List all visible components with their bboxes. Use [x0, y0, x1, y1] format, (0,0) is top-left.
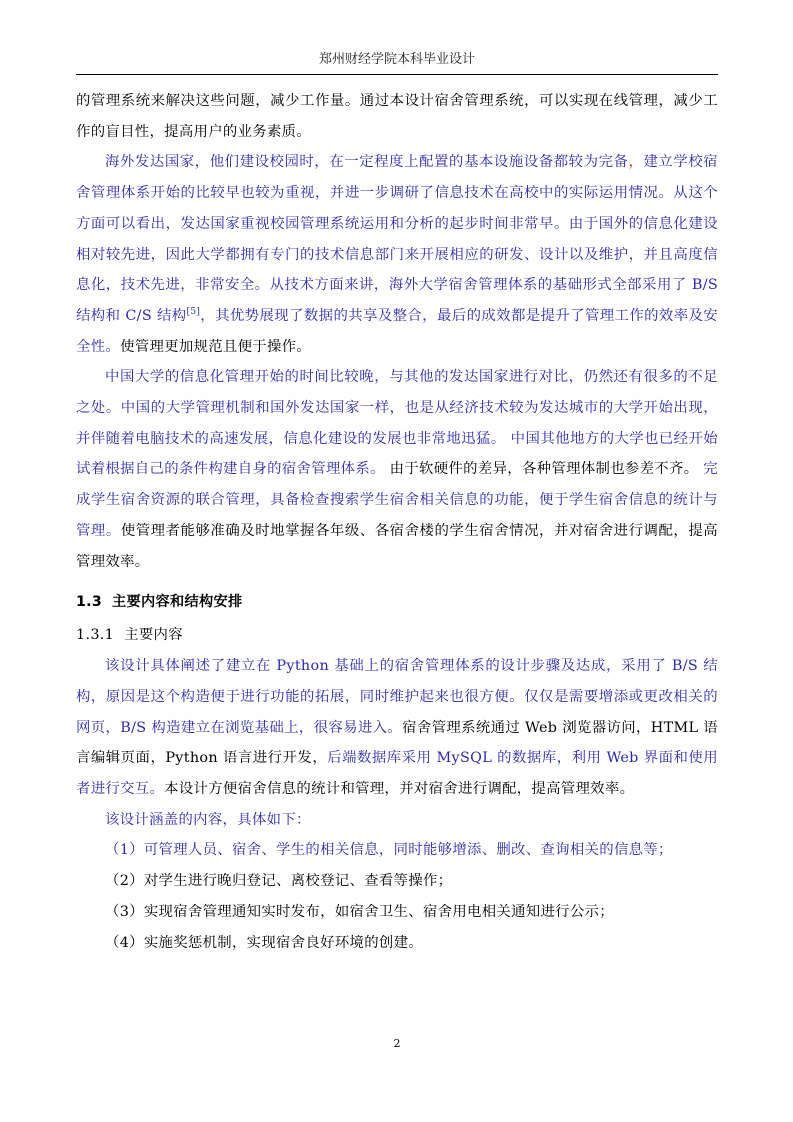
citation-5: [5]: [186, 307, 201, 318]
paragraph-3-part-d: 使管理者能够准确及时地掌握各年级、各宿舍楼的学生宿舍情况，并对宿舍进行调配，提高管理效率。: [76, 522, 718, 570]
paragraph-4: [76, 651, 718, 805]
paragraph-4-part-c: 后端数据库采用 MySQL 的数据库，利用 Web 界面和使用者进行交互。: [76, 750, 718, 798]
subsection-heading: [76, 620, 718, 651]
paragraph-1: 的管理系统来解决这些问题，减少工作量。通过本设计宿舍管理系统，可以实现在线管理，减少工作的盲目性，提高用户的业务素质。: [76, 93, 718, 140]
paragraph-3-part-c: 完成学生宿舍资源的联合管理，具备检查搜索学生宿舍相关信息的功能，便于学生宿舍信息的统计与管理。: [76, 461, 718, 539]
paragraph-2-part-a: 海外发达国家，他们建设校园时，在一定程度上配置的基本设施设备都较为完备: [105, 154, 629, 171]
page-number: 2: [393, 1037, 401, 1050]
paragraph-4-part-d: 本设计方便宿舍信息的统计和管理，并对宿舍进行调配，提高管理效率。: [164, 781, 635, 798]
paragraph-4-part-a: 该设计具体阐述了建立在 Python 基础上的宿舍管理体系的设计步骤及达成，采用了 B/S 结构，原因是这个构造便于进行功能的拓展，同时维护起来也很方便。仅仅是需要增添或更改相关的网页，B/S 构造建立在浏览基础上，很容易进入。: [76, 658, 718, 736]
paragraph-3-part-b: 由于软硬件的差异，各种管理体制也参差不齐。: [384, 461, 704, 478]
paragraph-2-part-c: 建立学校宿舍管理体系开始的比较早也较为重视，并进一步调研了信息技术在高校中的实际运用情况。从这个方面可以看出，发达国家重视校园管理系统运用和分析的起步时间非常早。由于国外的信息化建设相对较先进，因此大学都拥有专门的技术信息部门来开展相应的研发、设计以及维护，并且高度信息化，技术先进，非常安全。从技术方面来讲，海外大学宿舍管理体系的基础形式全部采用了 B/S 结构和 C/S 结构: [76, 154, 718, 324]
paragraph-2-part-d: ，其优势展现了数据的共享及整合，最后的成效都是提升了管理工作的效率及安全性。: [76, 307, 718, 355]
paragraph-5: 该设计涵盖的内容，具体如下：: [105, 811, 311, 828]
section-title: 主要内容和结构安排: [112, 594, 243, 611]
document-body: [76, 86, 718, 958]
paragraph-2: [76, 147, 718, 362]
page-header: 郑州财经学院本科毕业设计: [318, 52, 475, 67]
paragraph-3-part-a: 中国大学的信息化管理开始的时间比较晚，与其他的发达国家进行对比，仍然还有很多的不足之处。中国的大学管理机制和国外发达国家一样，也是从经济技术较为发达城市的大学开始出现，并伴随着电脑技术的高速发展，信息化建设的发展也非常地迅猛。 中国其他地方的大学也已经开始试着根据自己的条件构建自身的宿舍管理体系。: [76, 369, 718, 478]
section-heading: [76, 585, 718, 620]
paragraph-3: [76, 362, 718, 577]
list-item-1: （1）可管理人员、宿舍、学生的相关信息，同时能够增添、删改、查询相关的信息等；: [105, 842, 673, 859]
subsection-title: 主要内容: [124, 627, 183, 644]
paragraph-4-part-b: 宿舍管理系统通过 Web 浏览器访问，HTML 语言编辑页面，Python 语言进行开发，: [76, 719, 718, 767]
paragraph-2-part-b: ，: [628, 154, 644, 171]
list-item-3: （3）实现宿舍管理通知实时发布，如宿舍卫生、宿舍用电相关通知进行公示；: [105, 903, 614, 920]
list-item-2: （2）对学生进行晚归登记、离校登记、查看等操作；: [105, 873, 453, 890]
list-item-4: （4）实施奖惩机制，实现宿舍良好环境的创建。: [105, 934, 423, 951]
subsection-number: 1.3.1: [76, 627, 115, 644]
section-number: 1.3: [76, 594, 103, 611]
header-rule: [76, 74, 718, 75]
paragraph-2-part-e: 使管理更加规范且便于操作。: [120, 338, 312, 355]
